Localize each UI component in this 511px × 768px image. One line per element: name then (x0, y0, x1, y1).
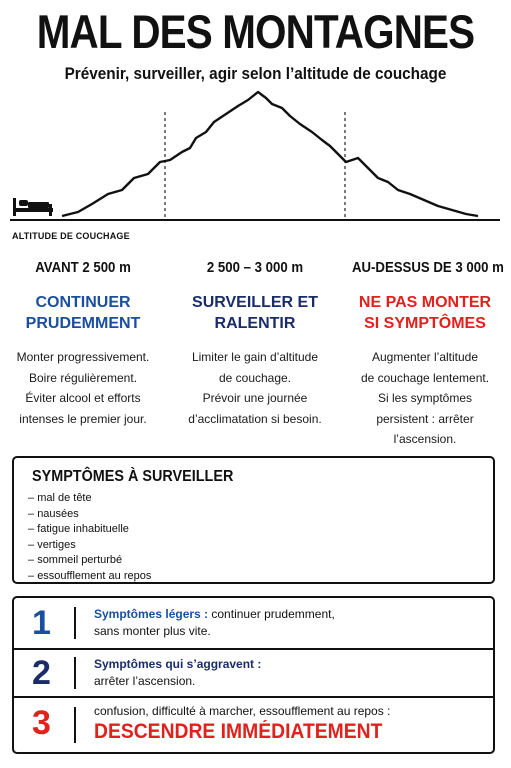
symptoms-title: SYMPTÔMES À SURVEILLER (32, 468, 234, 485)
zone-action-line: PRUDEMMENT (25, 315, 141, 332)
step-text-line: sans monter plus vite. (94, 624, 211, 638)
step-text (94, 703, 407, 744)
desc-line: de couchage. (218, 370, 292, 385)
step-number: 1 (32, 604, 51, 642)
symptom-item: – sommeil perturbé (28, 553, 151, 569)
page-title: MAL DES MONTAGNES (36, 5, 475, 58)
step-row-3 (14, 698, 493, 752)
step-text-line: continuer prudemment, (208, 607, 335, 621)
zone-action-line: CONTINUER (35, 294, 131, 311)
desc-line: de couchage lentement. (360, 370, 490, 385)
zone-description (172, 347, 338, 429)
zone-action-line: SURVEILLER ET (192, 294, 318, 311)
zone-action (0, 292, 166, 338)
step-row-2 (14, 650, 493, 696)
symptom-item: – essoufflement au repos (28, 569, 151, 585)
zone-column-below-2500 (0, 258, 166, 429)
zone-action (172, 292, 338, 338)
zone-column-above-3000 (342, 258, 508, 450)
zone-action-line: NE PAS MONTER (358, 294, 492, 311)
step-row-1 (14, 598, 493, 648)
desc-line: d’acclimatation si besoin. (188, 411, 322, 426)
altitude-axis-label: ALTITUDE DE COUCHAGE (12, 231, 130, 241)
zone-column-2500-3000 (172, 258, 338, 429)
desc-line: Monter progressivement. (16, 350, 150, 364)
desc-line: Si les symptômes (377, 391, 473, 405)
desc-line: Boire régulièrement. (28, 370, 138, 385)
zone-description (342, 347, 508, 450)
symptom-item: – mal de tête (28, 491, 151, 507)
step-number: 2 (32, 654, 51, 692)
step-emphasis: DESCENDRE IMMÉDIATEMENT (94, 720, 383, 743)
mountain-profile-illustration (0, 86, 511, 231)
step-text-line: confusion, difficulté à marcher, essoufflement au repos : (94, 704, 391, 718)
action-steps-box (12, 596, 495, 754)
desc-line: persistent : arrêter (376, 411, 474, 426)
step-lead: Symptômes légers : (94, 607, 209, 621)
zone-heading: AVANT 2 500 m (35, 259, 131, 276)
symptom-item: – fatigue inhabituelle (28, 522, 151, 538)
zone-action-line: RALENTIR (214, 315, 296, 332)
symptom-item: – vertiges (28, 538, 151, 554)
step-divider-bar (74, 707, 76, 743)
step-divider-bar (74, 607, 76, 639)
step-divider-bar (74, 657, 76, 689)
desc-line: Prévoir une journée (202, 391, 308, 405)
zone-action-line: SI SYMPTÔMES (364, 315, 486, 332)
desc-line: Éviter alcool et efforts (25, 391, 141, 405)
desc-line: intenses le premier jour. (19, 411, 147, 426)
step-text-line: arrêter l’ascension. (94, 674, 196, 688)
desc-line: Limiter le gain d’altitude (191, 350, 319, 364)
desc-line: Augmenter l’altitude (371, 350, 479, 364)
symptom-item: – nausées (28, 507, 151, 523)
symptoms-box (12, 456, 495, 584)
mountain-ridge (62, 92, 478, 216)
zone-description (0, 347, 166, 429)
step-number: 3 (32, 704, 51, 742)
step-text (94, 656, 261, 690)
step-text (94, 606, 335, 640)
step-lead: Symptômes qui s’aggravent : (94, 657, 262, 671)
zone-action (342, 292, 508, 338)
bed-icon (13, 198, 53, 216)
page-subtitle: Prévenir, surveiller, agir selon l’altitude de couchage (64, 64, 447, 83)
zone-heading: AU-DESSUS DE 3 000 m (351, 259, 504, 276)
desc-line: l’ascension. (393, 432, 457, 446)
symptoms-list (28, 491, 151, 585)
zone-heading: 2 500 – 3 000 m (206, 259, 304, 276)
